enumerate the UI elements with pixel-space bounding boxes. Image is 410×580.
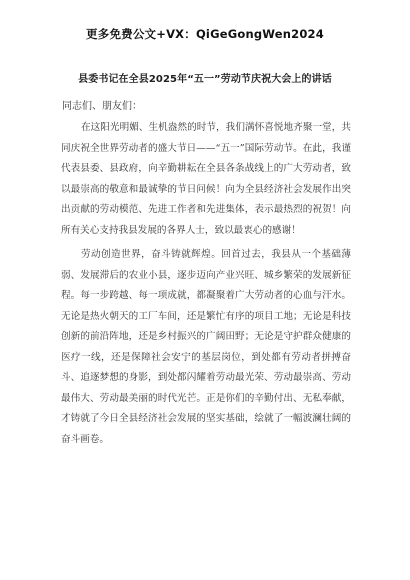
speech-title: 县委书记在全县2025年“五一”劳动节庆祝大会上的讲话 [78,74,332,85]
promo-banner: 更多免费公文+VX：QiGeGongWen2024 [86,27,324,41]
speech-body [61,118,351,454]
paragraph-achievements: 劳动创造世界，奋斗铸就辉煌。回首过去，我县从一个基础薄弱、发展滞后的农业小县，逐步迈向产业兴旺、城乡繁荣的发展新征程。每一步跨越、每一项成就，都凝聚着广大劳动者的心血与汗水。无论是热火朝天的工厂车间，还是繁忙有序的项目工地；无论是科技创新的前沿阵地，还是乡村振兴的广阔田野；无论是守护群众健康的医疗一线，还是保障社会安宁的基层岗位，到处都有劳动者拼搏奋斗、追逐梦想的身影，到处都闪耀着劳动最光荣、劳动最崇高、劳动最伟大、劳动最美丽的时代光芒。正是你们的辛勤付出、无私奉献，才铸就了今日全县经济社会发展的坚实基础，绘就了一幅波澜壮阔的奋斗画卷。 [61,249,351,445]
paragraph-opening: 在这阳光明媚、生机盎然的时节，我们满怀喜悦地齐聚一堂，共同庆祝全世界劳动者的盛大节日——“五一”国际劳动节。在此，我谨代表县委、县政府，向辛勤耕耘在全县各条战线上的广大劳动者，致以最崇高的敬意和最诚挚的节日问候！向为全县经济社会发展作出突出贡献的劳动模范、先进工作者和先进集体，表示最热烈的祝贺！向所有关心支持我县发展的各界人士，致以最衷心的感谢！ [61,122,351,236]
salutation: 同志们、朋友们： [62,101,142,112]
